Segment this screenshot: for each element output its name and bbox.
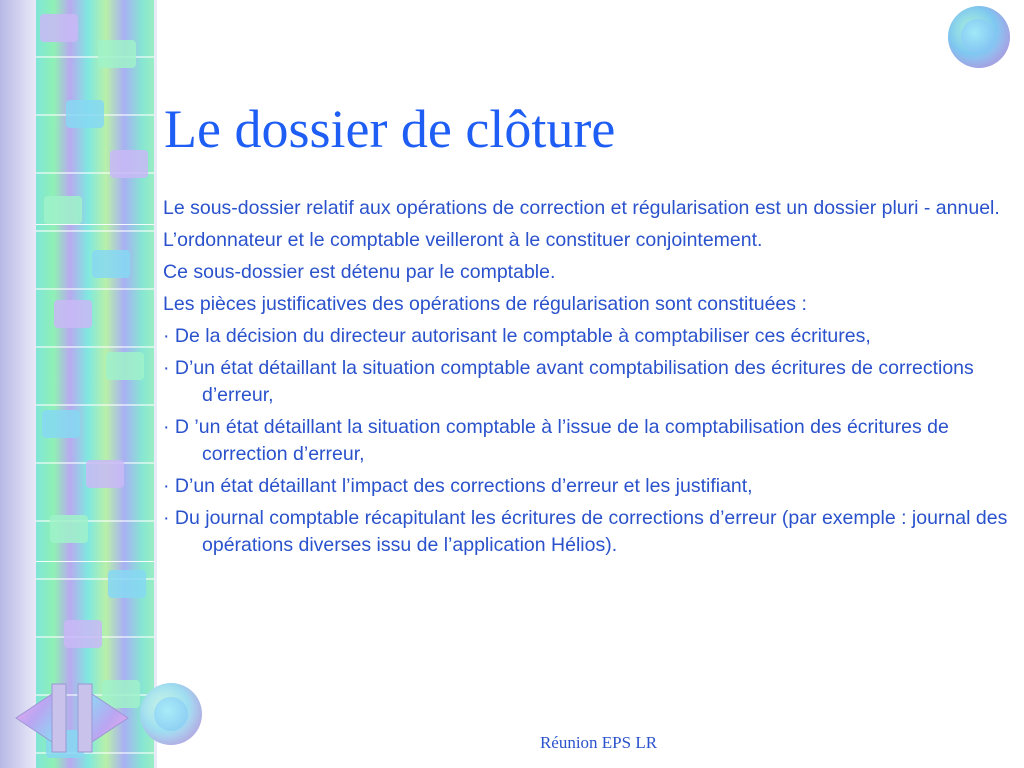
decor-orb-top (948, 6, 1010, 68)
body-paragraph: L’ordonnateur et le comptable veilleront à le constituer conjointement. (163, 229, 763, 251)
slide-title: Le dossier de clôture (164, 99, 616, 159)
footer-text: Réunion EPS LR (539, 733, 658, 752)
bullet-item: · D’un état détaillant la situation comptable avant comptabilisation des écritures de corrections d’erreur, (163, 357, 974, 406)
bullet-item: · D ’un état détaillant la situation comptable à l’issue de la comptabilisation des écritures de correction d’erreur, (163, 416, 949, 465)
mosaic-decor-strip (36, 0, 157, 768)
slide-body (163, 195, 1008, 564)
body-paragraph: Ce sous-dossier est détenu par le comptable. (163, 261, 556, 283)
bullet-item: · Du journal comptable récapitulant les écritures de corrections d’erreur (par exemple : journal des opérations diverses issu de l’application Hélios). (163, 507, 1008, 556)
body-paragraph: Les pièces justificatives des opérations de régularisation sont constituées : (163, 293, 807, 315)
body-paragraph: Le sous-dossier relatif aux opérations de correction et régularisation est un dossier pluri - annuel. (163, 197, 1000, 219)
side-decor-band (0, 0, 40, 768)
slide-footer (0, 733, 1024, 753)
bullet-item: · De la décision du directeur autorisant le comptable à comptabiliser ces écritures, (163, 325, 871, 347)
bullet-item: · D’un état détaillant l’impact des corrections d’erreur et les justifiant, (163, 475, 753, 497)
